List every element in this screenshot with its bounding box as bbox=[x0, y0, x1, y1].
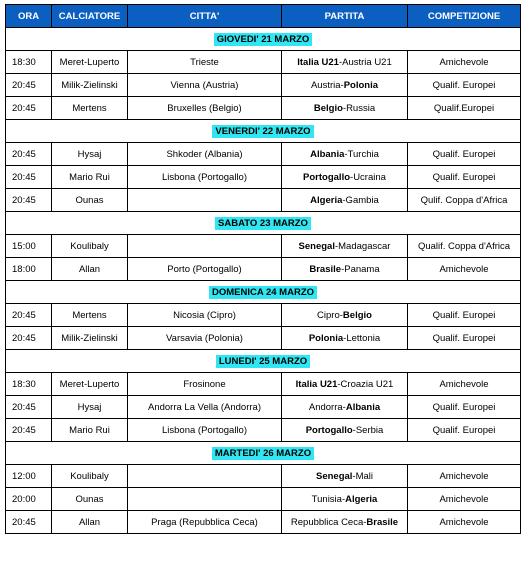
cell-ora: 20:45 bbox=[6, 396, 52, 419]
cell-partita bbox=[282, 373, 408, 396]
team-bold: Belgio bbox=[342, 309, 372, 321]
day-label: MARTEDI' 26 MARZO bbox=[212, 447, 314, 460]
team-bold: Albania bbox=[310, 148, 345, 160]
table-row bbox=[6, 419, 521, 442]
cell-partita bbox=[282, 51, 408, 74]
cell-ora: 18:30 bbox=[6, 51, 52, 74]
cell-partita bbox=[282, 304, 408, 327]
table-row bbox=[6, 166, 521, 189]
team-bold: Brasile bbox=[309, 263, 342, 275]
cell-calciatore: Koulibaly bbox=[52, 465, 128, 488]
day-header-cell bbox=[6, 212, 521, 235]
team-text: -Mali bbox=[352, 470, 374, 482]
cell-calciatore: Ounas bbox=[52, 189, 128, 212]
cell-ora: 20:45 bbox=[6, 143, 52, 166]
cell-partita bbox=[282, 97, 408, 120]
team-text: -Madagascar bbox=[334, 240, 391, 252]
cell-competizione: Qualif.Europei bbox=[408, 97, 521, 120]
table-row bbox=[6, 74, 521, 97]
cell-citta: Lisbona (Portogallo) bbox=[128, 419, 282, 442]
cell-competizione: Qualif. Europei bbox=[408, 327, 521, 350]
cell-calciatore: Koulibaly bbox=[52, 235, 128, 258]
day-header-row bbox=[6, 212, 521, 235]
cell-citta: Andorra La Vella (Andorra) bbox=[128, 396, 282, 419]
cell-citta: Vienna (Austria) bbox=[128, 74, 282, 97]
team-text: Austria- bbox=[310, 79, 344, 91]
team-text: -Austria U21 bbox=[338, 56, 392, 68]
team-text: -Ucraina bbox=[350, 171, 386, 183]
cell-competizione: Qualif. Europei bbox=[408, 419, 521, 442]
cell-calciatore: Hysaj bbox=[52, 143, 128, 166]
day-label: DOMENICA 24 MARZO bbox=[209, 286, 317, 299]
cell-citta: Praga (Repubblica Ceca) bbox=[128, 511, 282, 534]
table-row bbox=[6, 327, 521, 350]
cell-citta bbox=[128, 488, 282, 511]
cell-ora: 20:45 bbox=[6, 511, 52, 534]
day-header-cell bbox=[6, 442, 521, 465]
team-text: -Serbia bbox=[352, 424, 384, 436]
table-row bbox=[6, 511, 521, 534]
schedule-table bbox=[5, 4, 521, 534]
cell-calciatore: Hysaj bbox=[52, 396, 128, 419]
team-text: Cipro- bbox=[317, 309, 343, 321]
cell-competizione: Qualif. Coppa d'Africa bbox=[408, 235, 521, 258]
day-header-cell bbox=[6, 281, 521, 304]
team-text: Andorra- bbox=[308, 401, 346, 413]
day-header-row bbox=[6, 281, 521, 304]
team-bold: Portogallo bbox=[303, 171, 351, 183]
team-bold: Algeria bbox=[345, 493, 378, 505]
cell-citta: Varsavia (Polonia) bbox=[128, 327, 282, 350]
cell-partita bbox=[282, 327, 408, 350]
cell-citta bbox=[128, 235, 282, 258]
cell-partita bbox=[282, 258, 408, 281]
team-text: -Croazia U21 bbox=[337, 378, 394, 390]
cell-competizione: Amichevole bbox=[408, 511, 521, 534]
day-label: GIOVEDI' 21 MARZO bbox=[214, 33, 313, 46]
team-text: -Turchia bbox=[344, 148, 379, 160]
table-row bbox=[6, 235, 521, 258]
team-bold: Polonia bbox=[308, 332, 344, 344]
table-row bbox=[6, 258, 521, 281]
cell-competizione: Qualif. Europei bbox=[408, 143, 521, 166]
table-row bbox=[6, 304, 521, 327]
team-bold: Senegal bbox=[298, 240, 335, 252]
cell-competizione: Qualif. Europei bbox=[408, 74, 521, 97]
cell-citta: Trieste bbox=[128, 51, 282, 74]
cell-ora: 18:00 bbox=[6, 258, 52, 281]
cell-citta: Nicosia (Cipro) bbox=[128, 304, 282, 327]
table-row bbox=[6, 396, 521, 419]
cell-competizione: Qulif. Coppa d'Africa bbox=[408, 189, 521, 212]
header-competizione: COMPETIZIONE bbox=[408, 5, 521, 28]
day-label: VENERDI' 22 MARZO bbox=[212, 125, 313, 138]
cell-competizione: Qualif. Europei bbox=[408, 396, 521, 419]
cell-calciatore: Mertens bbox=[52, 97, 128, 120]
cell-ora: 20:45 bbox=[6, 166, 52, 189]
day-label: SABATO 23 MARZO bbox=[215, 217, 311, 230]
cell-ora: 20:45 bbox=[6, 74, 52, 97]
cell-ora: 20:45 bbox=[6, 97, 52, 120]
cell-partita bbox=[282, 74, 408, 97]
day-header-row bbox=[6, 120, 521, 143]
cell-ora: 20:00 bbox=[6, 488, 52, 511]
header-citta: CITTA' bbox=[128, 5, 282, 28]
table-row bbox=[6, 465, 521, 488]
team-bold: Italia U21 bbox=[297, 56, 339, 68]
cell-partita bbox=[282, 189, 408, 212]
header-calciatore: CALCIATORE bbox=[52, 5, 128, 28]
cell-partita bbox=[282, 143, 408, 166]
day-header-row bbox=[6, 28, 521, 51]
table-row bbox=[6, 189, 521, 212]
cell-citta: Lisbona (Portogallo) bbox=[128, 166, 282, 189]
team-text: -Lettonia bbox=[343, 332, 381, 344]
cell-ora: 18:30 bbox=[6, 373, 52, 396]
team-bold: Senegal bbox=[315, 470, 353, 482]
day-header-cell bbox=[6, 350, 521, 373]
cell-citta: Frosinone bbox=[128, 373, 282, 396]
cell-ora: 20:45 bbox=[6, 419, 52, 442]
day-header-row bbox=[6, 350, 521, 373]
cell-competizione: Qualif. Europei bbox=[408, 166, 521, 189]
cell-ora: 20:45 bbox=[6, 327, 52, 350]
cell-partita bbox=[282, 488, 408, 511]
cell-calciatore: Mario Rui bbox=[52, 419, 128, 442]
cell-citta bbox=[128, 465, 282, 488]
table-row bbox=[6, 373, 521, 396]
table-row bbox=[6, 143, 521, 166]
cell-calciatore: Milik-Zielinski bbox=[52, 327, 128, 350]
team-text: Tunisia- bbox=[311, 493, 346, 505]
cell-calciatore: Ounas bbox=[52, 488, 128, 511]
cell-competizione: Amichevole bbox=[408, 51, 521, 74]
schedule-body bbox=[6, 28, 521, 534]
cell-calciatore: Meret-Luperto bbox=[52, 51, 128, 74]
cell-partita bbox=[282, 419, 408, 442]
team-bold: Albania bbox=[345, 401, 381, 413]
team-bold: Algeria bbox=[310, 194, 343, 206]
header-partita: PARTITA bbox=[282, 5, 408, 28]
cell-competizione: Amichevole bbox=[408, 258, 521, 281]
cell-ora: 20:45 bbox=[6, 189, 52, 212]
table-row bbox=[6, 97, 521, 120]
cell-partita bbox=[282, 166, 408, 189]
cell-calciatore: Mertens bbox=[52, 304, 128, 327]
cell-partita bbox=[282, 511, 408, 534]
team-bold: Polonia bbox=[343, 79, 379, 91]
cell-citta: Shkoder (Albania) bbox=[128, 143, 282, 166]
day-header-cell bbox=[6, 120, 521, 143]
table-row bbox=[6, 488, 521, 511]
cell-partita bbox=[282, 235, 408, 258]
day-header-row bbox=[6, 442, 521, 465]
day-header-cell bbox=[6, 28, 521, 51]
cell-competizione: Amichevole bbox=[408, 488, 521, 511]
cell-calciatore: Meret-Luperto bbox=[52, 373, 128, 396]
cell-calciatore: Milik-Zielinski bbox=[52, 74, 128, 97]
team-bold: Italia U21 bbox=[295, 378, 338, 390]
team-bold: Portogallo bbox=[305, 424, 353, 436]
cell-citta: Bruxelles (Belgio) bbox=[128, 97, 282, 120]
team-text: -Russia bbox=[342, 102, 376, 114]
table-row bbox=[6, 51, 521, 74]
team-text: Repubblica Ceca- bbox=[290, 516, 367, 528]
cell-calciatore: Allan bbox=[52, 511, 128, 534]
team-text: -Panama bbox=[341, 263, 380, 275]
cell-competizione: Qualif. Europei bbox=[408, 304, 521, 327]
header-row bbox=[6, 5, 521, 28]
cell-competizione: Amichevole bbox=[408, 373, 521, 396]
cell-ora: 12:00 bbox=[6, 465, 52, 488]
day-label: LUNEDI' 25 MARZO bbox=[216, 355, 310, 368]
cell-calciatore: Mario Rui bbox=[52, 166, 128, 189]
cell-citta: Porto (Portogallo) bbox=[128, 258, 282, 281]
cell-ora: 20:45 bbox=[6, 304, 52, 327]
cell-partita bbox=[282, 396, 408, 419]
cell-competizione: Amichevole bbox=[408, 465, 521, 488]
team-bold: Belgio bbox=[313, 102, 343, 114]
cell-calciatore: Allan bbox=[52, 258, 128, 281]
cell-partita bbox=[282, 465, 408, 488]
header-ora: ORA bbox=[6, 5, 52, 28]
team-text: -Gambia bbox=[342, 194, 379, 206]
cell-citta bbox=[128, 189, 282, 212]
team-bold: Brasile bbox=[366, 516, 399, 528]
cell-ora: 15:00 bbox=[6, 235, 52, 258]
